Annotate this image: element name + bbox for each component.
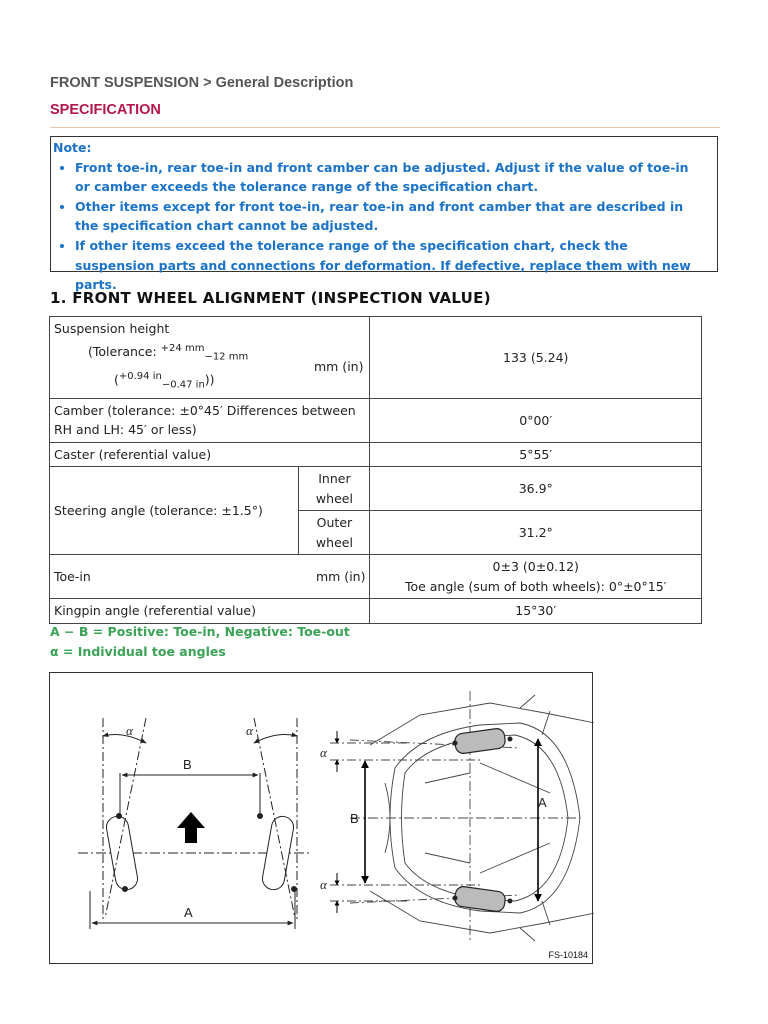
suspension-height-value: 133 (5.24) [370,317,702,399]
tol-plus-in: +0.94 in [118,371,162,383]
figure-code: FS-10184 [548,950,588,960]
note-box [50,136,718,293]
left-alpha-arc [103,735,146,743]
toe-in-label: Toe-in [54,569,91,585]
steering-angle-label: Steering angle (tolerance: ±1.5°) [50,467,299,555]
camber-label: Camber (tolerance: ±0°45′ Differences between RH and LH: 45′ or less) [50,398,370,442]
camber-value: 0°00′ [370,398,702,442]
tol-minus-mm: −12 mm [204,351,249,363]
tol-minus-in: −0.47 in [161,379,205,391]
alpha-label-bottom: α [320,877,327,892]
suspension-tolerance: (Tolerance: $^{+24 mm}_{-12 mm}$ ($^{+0.94 in}_{-0.47 in}$)) [88,342,249,391]
a-label-right: A [538,795,547,810]
note-item: • If other items exceed the tolerance range of the specification chart, check the suspension parts and connections for deformation. If defective, replace them with new parts. [75,236,711,295]
a-label-left: A [184,905,193,920]
caster-value: 5°55′ [370,442,702,467]
table-row [50,555,702,599]
tol-plus-mm: +24 mm [160,342,205,354]
toe-diagram-svg [50,673,594,965]
note-label: Note: [53,140,92,155]
suspension-unit: mm (in) [313,359,364,375]
table-row [50,398,702,442]
table-row [50,599,702,624]
toe-diagram [49,672,593,964]
alpha-label-right: α [246,723,253,738]
alignment-spec-table [49,316,702,624]
outer-wheel-label: Outer wheel [299,511,370,555]
inner-wheel-value: 36.9° [370,467,702,511]
table-row [50,467,702,511]
caster-label: Caster (referential value) [50,442,370,467]
kingpin-label: Kingpin angle (referential value) [50,599,370,624]
alpha-label-left: α [126,723,133,738]
suspension-height-label: Suspension height [54,321,170,336]
b-label-left: B [183,757,192,772]
toe-in-value: 0±3 (0±0.12) Toe angle (sum of both wheels): 0°±0°15′ [370,555,702,599]
note-item: • Front toe-in, rear toe-in and front camber can be adjusted. Adjust if the value of toe-in or camber exceeds the tolerance range of the specification chart. [75,158,711,197]
kingpin-value: 15°30′ [370,599,702,624]
title-divider [50,127,720,128]
legend-toe-formula: A − B = Positive: Toe-in, Negative: Toe-out [50,624,350,639]
toe-in-unit: mm (in) [315,569,366,585]
front-left-wheel-icon [454,728,506,755]
suspension-height-cell [50,317,370,399]
table-row [50,442,702,467]
legend-alpha: α = Individual toe angles [50,644,226,659]
note-item: • Other items except for front toe-in, rear toe-in and front camber that are described in the specification chart cannot be adjusted. [75,197,711,236]
toe-in-cell [50,555,370,599]
front-right-wheel-icon [454,886,506,913]
alpha-label-top: α [320,745,327,760]
breadcrumb: FRONT SUSPENSION > General Description [50,75,354,91]
outer-wheel-value: 31.2° [370,511,702,555]
page-title: SPECIFICATION [50,102,161,118]
inner-wheel-label: Inner wheel [299,467,370,511]
right-alpha-arc [254,735,297,743]
b-label-right: B [350,811,359,826]
note-list [53,158,711,295]
table-row [50,317,702,399]
section-title: 1. FRONT WHEEL ALIGNMENT (INSPECTION VALUE) [50,289,491,307]
forward-arrow-icon [177,812,205,843]
